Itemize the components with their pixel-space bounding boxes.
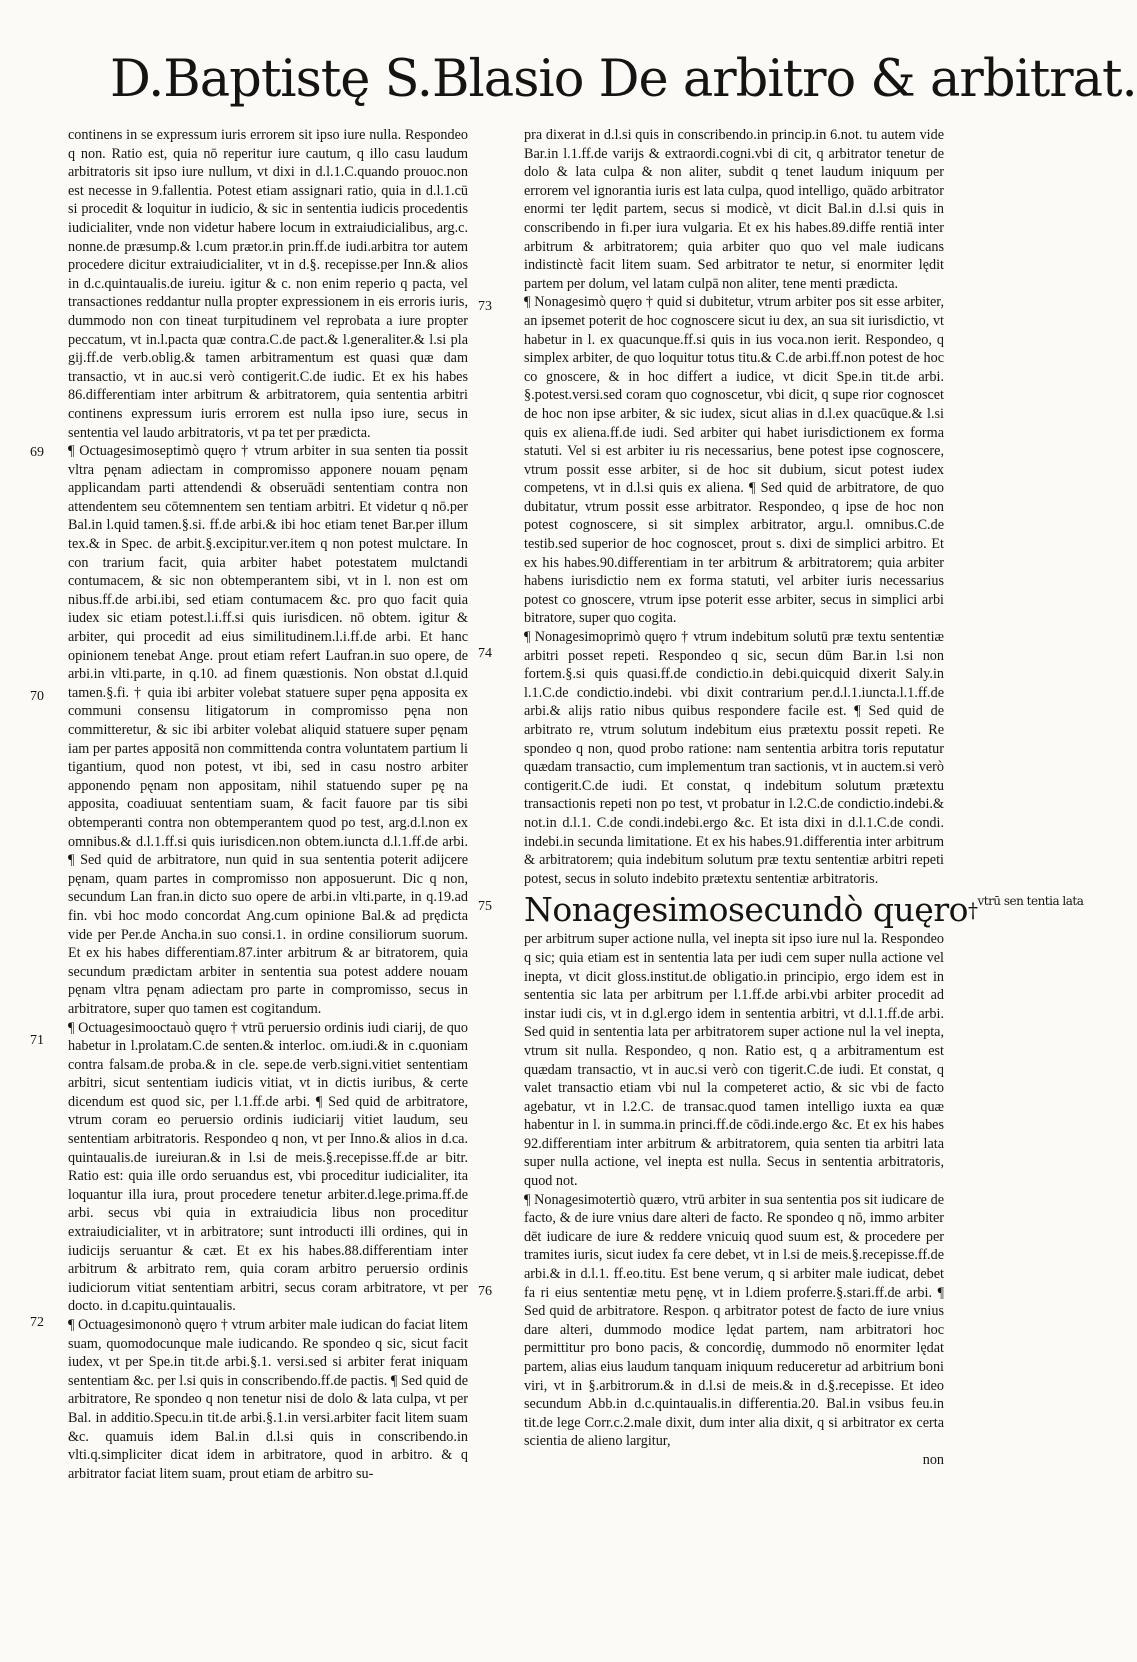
margin-number: 76 <box>478 1284 492 1299</box>
heading-caption: vtrū sen tentia lata <box>977 894 1084 909</box>
left-column <box>68 126 468 1483</box>
large-initial-heading <box>524 890 1084 930</box>
left-paragraph: continens in se expressum iuris errorem sit ipso iure nulla. Respondeo q non. Ratio est, quia nō reperitur iure cautum, q illo casu laudum arbitratoris sit ipso iure nullum, vt dixi in d.l.1.C.quando prouoc.non est necesse in 9.fallentia. Potest etiam assignari ratio, quia in d.l.1.cū si procedit & loquitur in iudicio, & sic in sententia iudicis procedentis iudicialiter, vnde non videtur habere locum in extraiudicialibus, arg.c. nonne.de præsump.& l.cum prætor.in prin.ff.de iudi.arbitra tor autem procedere dicitur extraiudicialiter, vt in d.§. recepisse.per Inn.& alios in d.c.quintaualis.de iureiu. igitur & c. non enim reperio q pacta, vel transactiones reddantur nulla propter expressionem in eis erroris iuris, dummodo non con tineat turpitudinem vel reprobata a iure propter peccatum, vt in.l.pacta quæ contra.C.de pact.& l.generaliter.& l.si pla gij.ff.de verb.oblig.& tamen arbitramentum est quasi quæ dam transactio, vt in auc.si verò contigerit.C.de iudic. Et ex his habes 86.differentiam inter arbitrum & arbitratorem, quia sententia arbitri continens expressum iuris errorem est nulla ipso iure, secus in sententia vel laudo arbitratoris, vt pa tet per prædicta. <box>68 127 468 441</box>
margin-number: 75 <box>478 899 492 914</box>
margin-number: 71 <box>30 1033 44 1048</box>
left-paragraph: ¶ Octuagesimoseptimò quęro † vtrum arbiter in sua senten tia possit vltra pęnam adiectam in compromisso apponere nouam pęnam applicandam parti attendendi & obseruādi sententiam contra non attendentem seu cōtemnentem sen tentiam arbitri. Et videtur q nō.per Bal.in l.quid tamen.§.si. ff.de arbi.& ibi hoc etiam tenet Bar.per illum tex.& in Spec. de arbit.§.excipitur.ver.item q non potest mulctare. In con trarium facit, quia arbiter habet potestatem mulctandi contumacem, & sic non obtemperantem sibi, vt in l. non est om nibus.ff.de arbi.ibi, sed etiam contumacem &c. pro quo facit quia iudex sic etiam potest.l.i.ff.si quis iurisdicen. nō obtem. igitur & arbiter, qui procedit ad eius similitudinem.l.i.ff.de arbi. Et hanc opinionem tenebat Ange. prout etiam refert Laufran.in suo opere, de arbi.in vlti.parte, in q.10. ad finem quæstionis. Non obstat d.l.quid tamen.§.fi. † quia ibi arbiter volebat statuere super pęna apposita ex communi consensu litigatorum in compromisso pęna non committeretur, & sic ibi arbiter volebat aliquid statuere super pęnam iam per partes appositā non committenda contra voluntatem partium li tigantium, quod non potest, vt ibi, sed in casu nostro arbiter apponendo pęnam non appositam, nihil statuendo super pę na apposita, coadiuuat sententiam suam, & facit fauore par tis sibi obtemperanti contra non obtemperantem quod po test, arg.d.l.non ex omnibus.& d.l.1.ff.si quis iurisdicen.non obtem.iuncta d.l.1.ff.de arbi. ¶ Sed quid de arbitratore, nun quid in sua sententia poterit adijcere pęnam, quam partes in compromisso non apposuerunt. Dic q non, secundum Lan fran.in dicto suo opere de arbi.in vlti.parte, in q.19.ad fin. vbi hoc modo concordat Ang.cum opinione Bal.& ad prędicta vide per Per.de Ancha.in suo consi.1. in ordine consiliorum suorum. Et ex his habes differentiam.87.inter arbitrum & ar bitratorem, quia secundum prædictam arbiter in sententia sua potest addere nouam pęnam vltra pęnam adiectam pro parte in compromisso, secus in arbitratore, super quo tamen est cogitandum. <box>68 443 468 1017</box>
right-paragraph: per arbitrum super actione nulla, vel inepta sit ipso iure nul la. Respondeo q sic; quia etiam est in sententia lata per iudi cem super nulla actione vel inepta, vt dicit gloss.institut.de obligatio.in principio, ergo idem est in sententia sic lata per arbitrum per l.1.ff.de arbi.vbi arbiter procedit ad instar iudi cis, vt in d.gl.ergo idem in sententia arbitri, vt d.l.1.ff.de arbi. Sed quid in sententia lata per arbitratorem super actione nul la vel inepta, vtrum sit nulla. Respondeo, q non. Ratio est, q a arbitramentum est quædam transactio, vt in auc.si verò con tigerit.C.de iudi. Et constat, q valet transactio etiam vbi nul la competeret actio, & sic vbi de facto agebatur, vt in l.2.C. de transac.quod tamen intelligo iuxta ea quæ habentur in l. in summa.in princi.ff.de cōdi.inde.ergo &c. Et ex his habes 92.differentiam inter arbitrum & arbitratorem, quia senten tia arbitri lata super nulla actione, vel inepta est nulla. Secus in sententia arbitratoris, quod not. <box>524 931 944 1190</box>
right-paragraph: ¶ Nonagesimoprimò quęro † vtrum indebitum solutū præ textu sententiæ arbitri posset repeti. Respondeo q sic, secun dūm Bar.in l.si non fortem.§.si quis quasi.ff.de condictio.in debi.quicquid dixerit Saly.in l.1.C.de condictio.indebi. vbi dixit contrarium per.d.l.1.iuncta.l.1.ff.de arbi.& alijs ratio nibus quibus respondere facile est. ¶ Sed quid de arbitrato re, vtrum solutum indebitum eius prætextu possit repeti. Re spondeo q non, quod probo ratione: nam sententia arbitra toris reputatur quædam transactio, cum implementum tran sactionis, vt in auctem.si verò contigerit.C.de iudi. Et constat, q indebitum solutum prætextu transactionis repeti non po test, vt probatur in l.2.C.de condictio.indebi.& not.in d.l.1. C.de condi.indebi.ergo &c. Et ista dixi in d.l.1.C.de condi. indebi.in secunda limitatione. Et ex his habes.91.differentia inter arbitrum & arbitratorem; quia indebitum solutum præ textu sententiæ arbitri repeti potest, secus in soluto indebito prætextu sententiæ arbitratoris. <box>524 629 944 887</box>
right-paragraph: ¶ Nonagesimotertiò quæro, vtrū arbiter in sua sententia pos sit iudicare de facto, & de iure vnius dare alteri de facto. Re spondeo q nō, immo arbiter dēt iudicare de iure & reddere vnicuiq quod suum est, & procedere per tramites iuris, sicut iudex fa cere debet, vt in l.si de meis.§.recepisse.ff.de arbi.& in d.l.1. ff.eo.titu. Est bene verum, q si arbiter male iudicat, debet fa ri eius sententiæ metu pęnę, vt in l.diem proferre.§.stari.ff.de arbi. ¶ Sed quid de arbitratore. Respon. q arbitrator potest de facto de iure vnius dare alteri, dummodo modice lędat partem, nam arbitratori hoc permittitur pro bono pacis, & concordię, dummodo nō enormiter lędat partem, alias eius laudum tanquam iniquum reduceretur ad arbitrium boni viri, vt in §.arbitrorum.& in d.l.si de meis.& in d.§.recepisse. Et ideo secundum Abb.in d.c.quintaualis.in differentia.20. Bal.in vsibus feu.in tit.de lege Corr.c.2.male dixit, dum inter alia dixit, q si arbitrator ex certa scientia de alieno largitur, <box>524 1191 944 1450</box>
catchword: non <box>922 1451 944 1468</box>
margin-number: 72 <box>30 1315 44 1330</box>
margin-number: 73 <box>478 299 492 314</box>
running-title: D.Baptistę S.Blasio De arbitro & arbitrat. <box>110 50 1137 109</box>
margin-number: 70 <box>30 689 44 704</box>
margin-number: 74 <box>478 646 492 661</box>
left-paragraph: ¶ Octuagesimononò quęro † vtrum arbiter male iudican do faciat litem suam, quomodocunque male iudicando. Re spondeo q sic, sicut facit iudex, vt per Spe.in tit.de arbi.§.1. versi.sed si arbiter ferat iniquam sententiam &c. per l.si quis in conscribendo.ff.de pactis. ¶ Sed quid de arbitratore, Re spondeo q non tenetur nisi de dolo & lata culpa, vt per Bal. in additio.Specu.in tit.de arbi.§.1.in versi.arbiter facit litem suam &c. quamuis idem Bal.in d.l.si quis in conscribendo.in vlti.q.simpliciter dicat idem in arbitratore, quod in arbitro. & q arbitrator faciat litem suam, prout etiam de arbitro su- <box>68 1317 468 1482</box>
right-paragraph: ¶ Nonagesimò quęro † quid si dubitetur, vtrum arbiter pos sit esse arbiter, an ipsemet poterit de hoc cognoscere sicut iu dex, an sua sit iurisdictio, vt habetur in l. ex quacunque.ff.si quis in ius voca.non ierit. Respondeo, q simplex arbiter, de quo loquitur totus titu.& C.de arbi.ff.non potest de hoc co gnoscere, & in hoc differt a iudice, vt dicit Spe.in tit.de arbi. §.potest.versi.sed coram quo cognoscetur, vbi dicit, q supe rior cognoscet de hoc non ipse arbiter, & sic iudex, sicut alias in d.l.ex quacūque.& l.si quis ex aliena.ff.de iudi. Sed arbiter qui habet iurisdictionem ex forma statuti. Vel si est arbiter iu ris necessarius, bene potest ipse cognoscere, vtrum possit esse arbiter, si de hoc sit dubium, sicut potest iudex competens, vt in d.l.si quis ex aliena. ¶ Sed quid de arbitratore, de quo dubitatur, vtrum possit esse arbitrator. Respondeo, q ipse de hoc non potest cognoscere, si sit simplex arbitrator, argu.l. omnibus.C.de testib.sed superior de hoc cognoscet, prout s. dixi de simplici arbitro. Et ex his habes.90.differentiam in ter arbitrum & arbitratorem; quia arbiter habens iurisdictio nem ex forma statuti, vel arbiter iuris necessarius potest co gnoscere, vtrum ipse poterit esse arbiter, secus in simplici arbi bitratore, super quo cogita. <box>524 294 944 627</box>
right-column <box>524 126 1084 1470</box>
dagger-mark: † <box>967 898 978 923</box>
right-paragraph: pra dixerat in d.l.si quis in conscribendo.in princip.in 6.not. tu autem vide Bar.in l.1.ff.de varijs & extraordi.cogni.vbi di cit, q arbitrator tenetur de dolo & lata culpa & non aliter, subdit q tenet laudum iniquum per errorem vel ignorantia iuris est lata culpa, quod intelligo, quādo arbitrator enormi ter lędit partem, secus si modicè, vt dicit Bal.in d.l.si quis in conscribendo in fi.per iura vulgaria. Et ex his habes.89.diffe rentiā inter arbitrum & arbitratorem; quia arbiter quo quo vel male iudicans indistinctè facit litem suam. Sed arbitrator te netur, si enormiter lędit partem per dolum, vel latam culpā non aliter, tene menti prædicta. <box>524 127 944 292</box>
margin-number: 69 <box>30 445 44 460</box>
heading-text: Nonagesimosecundò quęro <box>524 890 968 930</box>
left-paragraph: ¶ Octuagesimooctauò quęro † vtrū peruersio ordinis iudi ciarij, de quo habetur in l.prolatam.C.de senten.& interloc. om.iudi.& in c.quoniam contra falsam.de proba.& in cle. sepe.de verb.signi.vitiet sententiam arbitri, sicut sententiam iudicis vitiat, vt in dictis iuribus, & certe dicendum est quod sic, per l.1.ff.de arbi. ¶ Sed quid de arbitratore, vtrum coram eo peruersio ordinis iudiciarij vitiet laudum, seu sententiam arbitratoris. Respondeo q non, vt per Inno.& alios in d.ca. quintaualis.de iureiuran.& in l.si de meis.§.recepisse.ff.de ar bitr. Ratio est: quia ille ordo seruandus est, vbi proceditur iudicialiter, ita loquantur illa iura, prout procedere tenetur arbiter.d.lege.prima.ff.de arbi. secus vbi quia in extraiudicia libus non proceditur extraiudicialiter, vt in arbitratore; sunt introducti illi ordines, qui in iudicijs seruantur & cæt. Et ex his habes.88.differentiam inter arbitrum & arbitrato rem, quia coram arbitro peruersio ordinis iudiciorum vitiat sententiam arbitri, secus coram arbitratore, vt per docto. in d.capitu.quintaualis. <box>68 1019 468 1315</box>
